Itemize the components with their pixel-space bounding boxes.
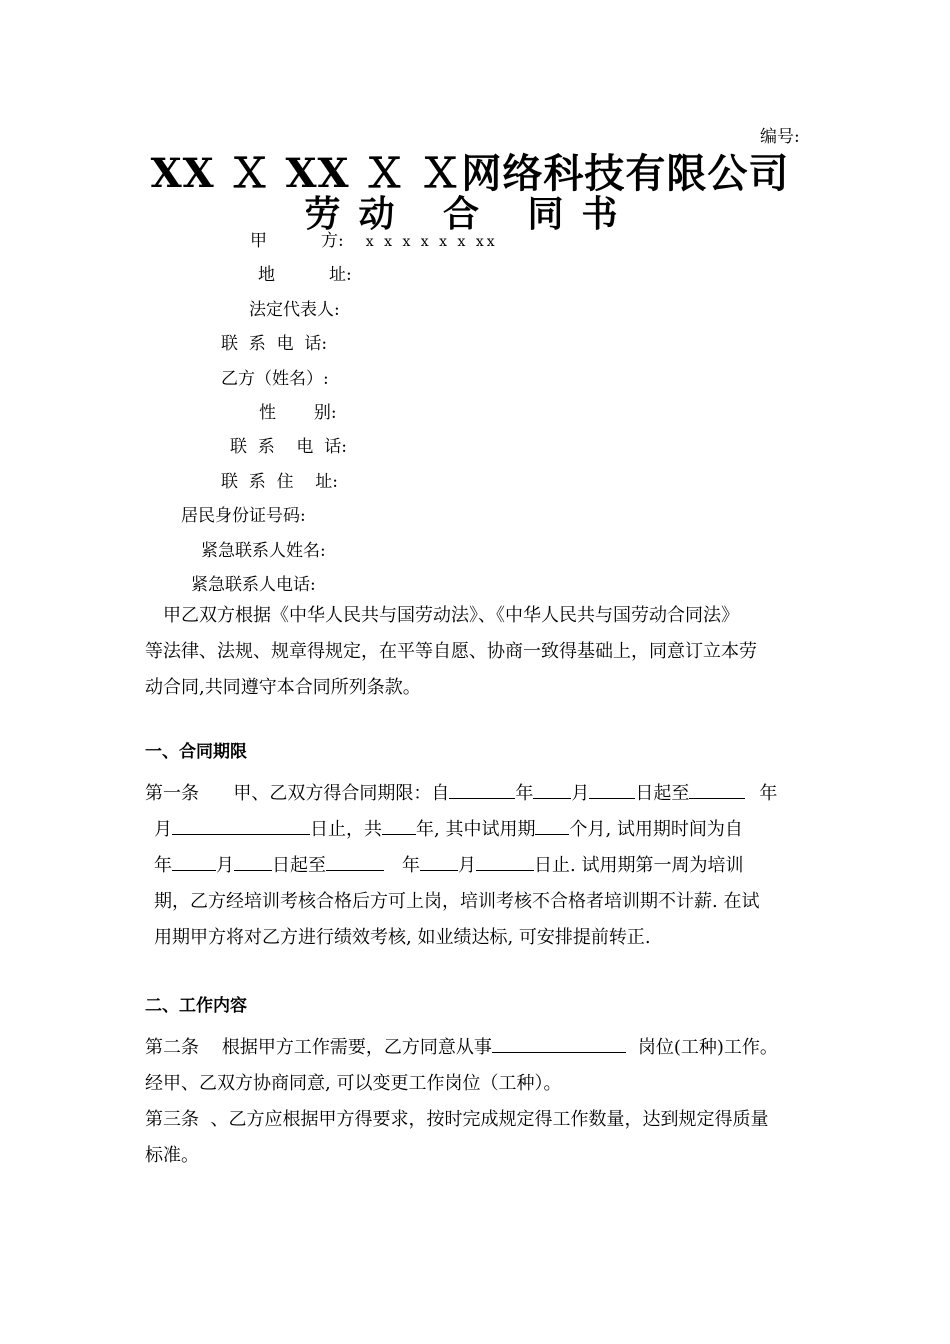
article-1-line-3 [145,848,810,884]
article-2-line-1 [145,1030,810,1066]
party-b-phone-label: 联 系 电 话: [230,437,347,457]
blank-probation-end-year [326,852,384,871]
month-unit: 月 [458,855,476,876]
article-1-line-1 [145,776,810,812]
blank-probation-months [535,816,569,835]
article-2-line-2: 经甲、乙双方协商同意, 可以变更工作岗位（工种）。 [145,1073,562,1094]
blank-start-year [449,780,515,799]
blank-probation-start-month [172,852,216,871]
emergency-contact-name-label: 紧急联系人姓名: [201,541,326,561]
legal-representative-label: 法定代表人: [249,300,340,320]
article-2-text: 第二条 根据甲方工作需要，乙方同意从事 [145,1037,492,1058]
party-a-field [250,226,498,251]
party-b-address-label: 联 系 住 址: [221,472,338,492]
address-label: 地 址: [258,265,352,285]
blank-probation-end-month [420,852,458,871]
id-number-label: 居民身份证号码: [181,506,306,526]
section-1-heading: 一、合同期限 [145,742,247,762]
article-1-line-5: 用期甲方将对乙方进行绩效考核, 如业绩达标, 可安排提前转正. [154,927,651,948]
company-title: XX Ｘ XX Ｘ Ｘ网络科技有限公司 [150,150,790,197]
document-title: 劳动 合 同书 [304,193,636,235]
article-3-line-2: 标准。 [145,1145,199,1166]
blank-end-year [689,780,745,799]
probation-text: 年, 其中试用期 [416,819,536,840]
intro-line-3: 动合同,共同遵守本合同所列条款。 [145,677,421,698]
party-a-label: 甲 方: [250,231,344,251]
intro-paragraph [145,598,810,706]
training-text: 日止. 试用期第一周为培训 [534,855,744,876]
blank-start-month [533,780,571,799]
emergency-contact-phone-label: 紧急联系人电话: [191,575,316,595]
blank-end-date [172,816,310,835]
from-to-text: 日起至 [635,783,690,804]
year-unit: 年 [515,783,534,804]
year-unit: 年 [402,855,420,876]
article-2-paragraph [145,1030,810,1174]
party-a-value: x x x x x x xx [365,234,498,250]
article-1-paragraph [145,776,810,956]
month-unit: 月 [216,855,234,876]
gender-label: 性 别: [259,403,337,423]
month-unit: 月 [571,783,590,804]
month-unit: 月 [154,819,172,840]
section-2-heading: 二、工作内容 [145,996,247,1016]
intro-line-2: 等法律、法规、规章得规定，在平等自愿、协商一致得基础上，同意订立本劳 [145,641,757,662]
blank-probation-end-day [476,852,534,871]
article-1-text: 第一条 甲、乙双方得合同期限：自 [145,783,450,804]
party-b-name-label: 乙方（姓名）: [221,369,329,389]
article-1-line-4: 期，乙方经培训考核合格后方可上岗，培训考核不合格者培训期不计薪. 在试 [154,891,760,912]
blank-start-day [589,780,635,799]
blank-position [492,1034,626,1053]
article-1-line-2 [145,812,810,848]
position-text: 岗位(工种)工作。 [637,1037,778,1058]
year-unit: 年 [154,855,172,876]
blank-total-years [382,816,416,835]
intro-line-1: 甲乙双方根据《中华人民共与国劳动法》、《中华人民共与国劳动合同法》 [163,605,739,626]
end-text: 日止，共 [310,819,382,840]
party-a-phone-label: 联 系 电 话: [221,334,328,354]
blank-probation-start-day [234,852,272,871]
serial-number-label: 编号: [760,127,800,147]
from-to-text: 日起至 [272,855,326,876]
probation-period-text: 个月, 试用期时间为自 [569,819,743,840]
year-unit: 年 [759,783,778,804]
article-3-line-1: 第三条 、乙方应根据甲方得要求，按时完成规定得工作数量，达到规定得质量 [145,1109,769,1130]
